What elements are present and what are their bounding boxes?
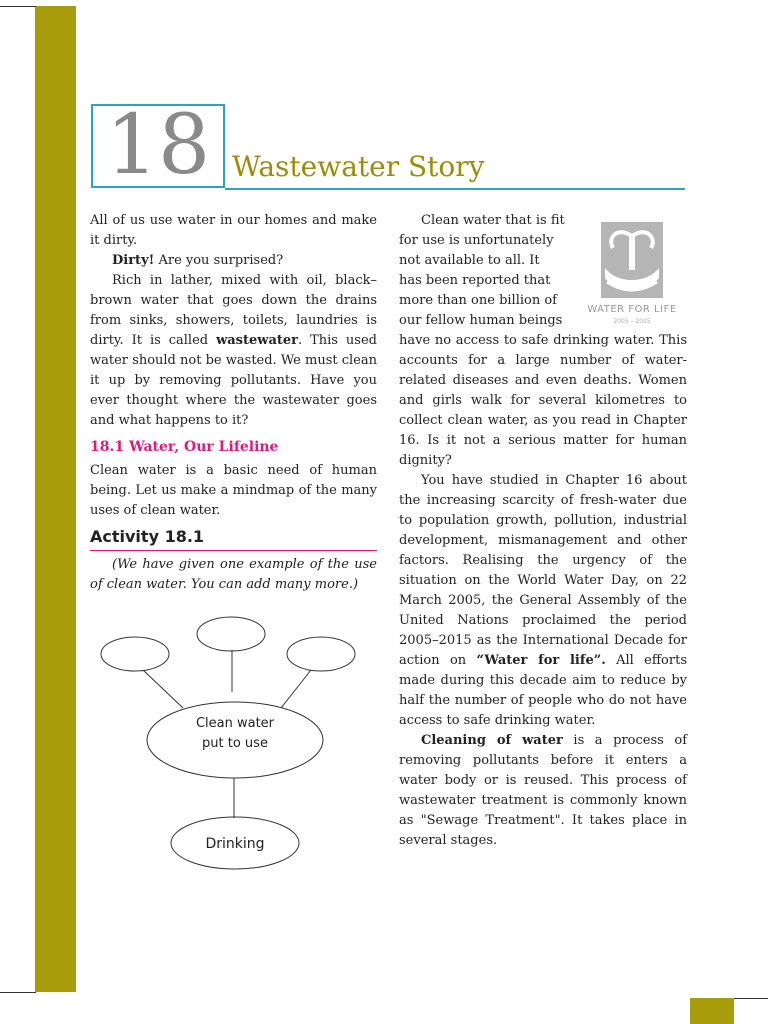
paragraph [399,471,687,731]
bold-text: Dirty! [112,253,155,268]
paragraph-text: All efforts made during this decade aim to reduce by half the number of people who do not have access to safe drinking water. [399,653,687,728]
text-line: our fellow human beings [399,313,563,328]
paragraph [399,731,687,851]
paragraph-text: All of us use water in our homes and make it dirty. [90,213,377,248]
mindmap-example-label: Drinking [205,836,265,852]
paragraph [90,271,377,431]
paragraph [90,251,377,271]
paragraph-text: Rich in lather, mixed with oil, black–brown water that goes down the drains from sinks, showers, toilets, laundries is dirty. It is called [90,273,377,348]
crop-mark [0,992,36,993]
chapter-number-box [91,98,225,193]
chapter-title: Wastewater Story [232,150,485,183]
mindmap-empty-node [101,637,169,671]
chapter-number: 18 [105,98,211,193]
logo-subtext: 2005 – 2015 [613,318,651,325]
text-line: more than one billion of [399,293,557,308]
page-side-bar [35,6,76,992]
title-rule [225,188,685,190]
mindmap-diagram [95,612,385,887]
activity-note: (We have given one example of the use of clean water. You can add many more.) [90,557,377,592]
mindmap-connector [281,670,311,708]
bold-text: Cleaning of water [421,733,563,748]
paragraph-text: . This used water should not be wasted. We must clean it up by removing pollutants. Have you ever thought where the wastewater goes and what happens to it? [90,333,377,428]
crop-mark [734,998,768,999]
mindmap-empty-node [287,637,355,671]
section-heading: 18.1 Water, Our Lifeline [90,439,279,455]
logo-text: WATER FOR LIFE [587,304,677,315]
mindmap-empty-node [197,617,265,651]
paragraph-text: Are you surprised? [154,253,284,268]
paragraph-text: is a process of removing pollutants before it enters a water body or is reused. This process of wastewater treatment is commonly known as "Sewage Treatment". It takes place in several stages. [399,733,687,848]
paragraph [90,211,377,251]
activity-heading: Activity 18.1 [90,527,377,551]
paragraph: have no access to safe drinking water. This accounts for a large number of water-related diseases and even deaths. Women and girls walk for several kilometres to collect clean water, as you read in Chapter 16. Is it not a serious matter for human dignity? [399,333,687,468]
bold-text: wastewater [216,333,299,348]
text-line: for use is unfortunately [399,233,554,248]
paragraph-text: Clean water is a basic need of human being. Let us make a mindmap of the many uses of clean water. [90,463,377,518]
right-column [399,211,687,851]
text-line: not available to all. It [399,253,540,268]
bold-text: “Water for life”. [476,653,606,668]
mindmap-center-label: put to use [202,736,268,751]
page-tab [690,998,734,1024]
text-line: has been reported that [399,273,551,288]
paragraph [90,461,377,521]
mindmap-connector [143,670,183,708]
crop-mark [0,6,36,7]
mindmap-center-label: Clean water [195,716,275,731]
wrapped-intro [399,211,575,331]
paragraph-text: You have studied in Chapter 16 about the increasing scarcity of fresh-water due to population growth, pollution, industrial development, mismanagement and other factors. Realising the urgency of the situation on the World Water Day, on 22 March 2005, the General Assembly of the United Nations proclaimed the period 2005–2015 as the International Decade for action on [399,473,687,668]
left-column [90,211,377,595]
text-line: Clean water that is fit [421,213,565,228]
